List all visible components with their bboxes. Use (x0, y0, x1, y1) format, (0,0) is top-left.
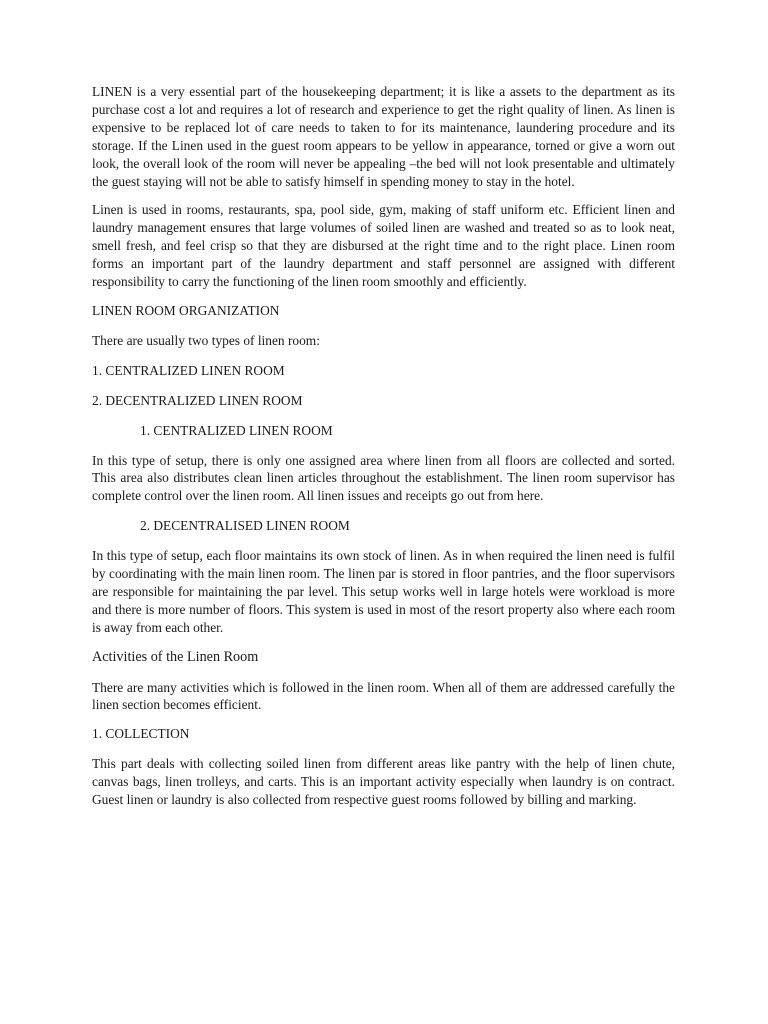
intro-paragraph-1: LINEN is a very essential part of the housekeeping department; it is like a assets to the department as its purchase cost a lot and requires a lot of research and experience to get the right quality of linen. As linen is expensive to be replaced lot of care needs to taken to for its maintenance, laundering procedure and its storage. If the Linen used in the guest room appears to be yellow in appearance, torned or give a worn out look, the overall look of the room will never be appealing –the bed will not look presentable and ultimately the guest staying will not be able to satisfy himself in spending money to stay in the hotel. (92, 84, 675, 189)
organization-heading: LINEN ROOM ORGANIZATION (92, 302, 280, 318)
decentralised-heading: 2. DECENTRALISED LINEN ROOM (140, 518, 350, 534)
collection-text: This part deals with collecting soiled linen from different areas like pantry with the help of linen chute, canvas bags, linen trolleys, and carts. This is an important activity especially when laundry is on contract. Guest linen or laundry is also collected from respective guest rooms followed by billing and marking. (92, 756, 675, 808)
activities-heading: Activities of the Linen Room (92, 648, 259, 665)
types-intro: There are usually two types of linen room: (92, 332, 320, 348)
types-list-item-centralized: 1. CENTRALIZED LINEN ROOM (92, 362, 285, 378)
intro-paragraph-2: Linen is used in rooms, restaurants, spa, pool side, gym, making of staff uniform etc. Efficient linen and laundry management ensures that large volumes of soiled linen are washed and treated so as to look neat, smell fresh, and feel crisp so that they are disbursed at the right time and to the right place. Linen room forms an important part of the laundry department and staff personnel are assigned with different responsibility to carry the functioning of the linen room smoothly and efficiently. (92, 202, 675, 290)
activities-intro: There are many activities which is followed in the linen room. When all of them are addressed carefully the linen section becomes efficient. (92, 679, 675, 713)
document-page (92, 83, 675, 809)
decentralised-text: In this type of setup, each floor maintains its own stock of linen. As in when required the linen need is fulfil by coordinating with the main linen room. The linen par is stored in floor pantries, and the floor supervisors are responsible for maintaining the par level. This setup works well in large hotels were workload is more and there is more number of floors. This system is used in most of the resort property also where each room is away from each other. (92, 548, 675, 635)
types-list-item-decentralized: 2. DECENTRALIZED LINEN ROOM (92, 392, 303, 408)
centralized-heading: 1. CENTRALIZED LINEN ROOM (140, 422, 333, 438)
centralized-text: In this type of setup, there is only one assigned area where linen from all floors are collected and sorted. This area also distributes clean linen articles throughout the establishment. The linen room supervisor has complete control over the linen room. All linen issues and receipts go out from here. (92, 452, 675, 504)
collection-heading: 1. COLLECTION (92, 726, 190, 742)
